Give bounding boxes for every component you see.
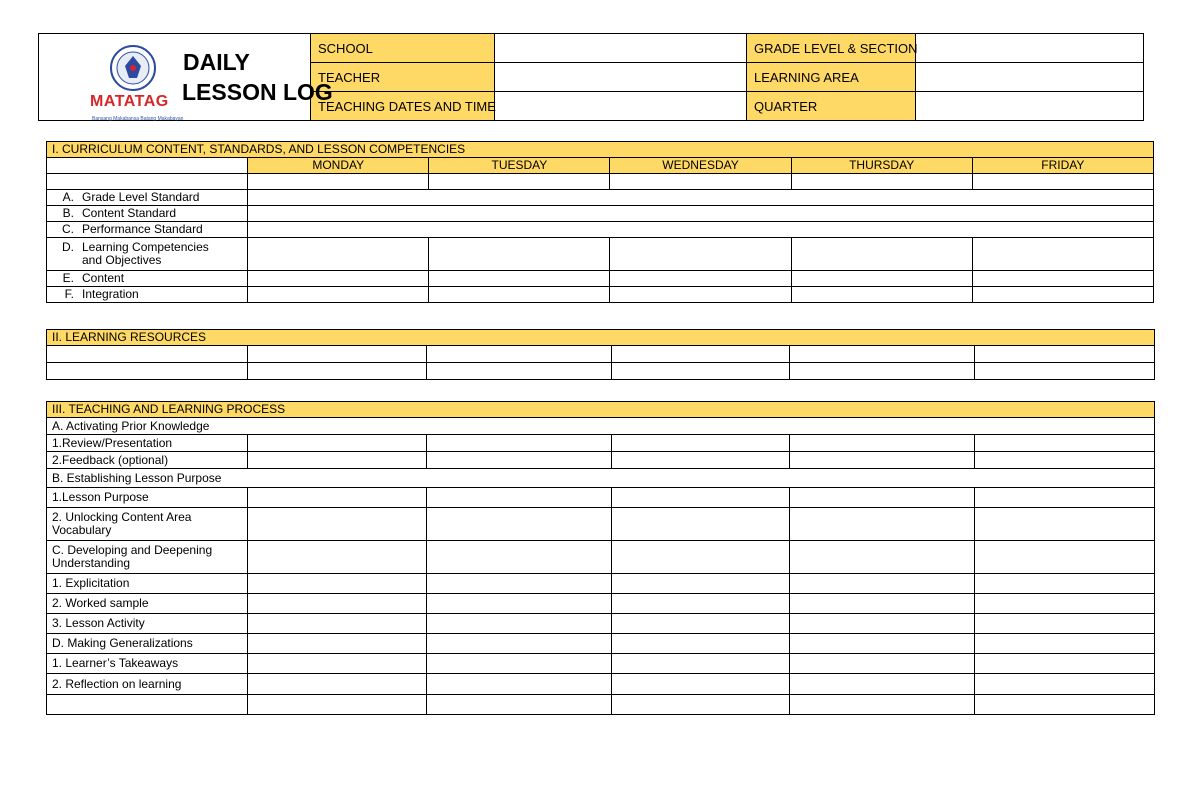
cell[interactable] — [427, 634, 612, 654]
cell[interactable] — [248, 488, 427, 508]
cell[interactable] — [612, 346, 790, 363]
cell[interactable] — [429, 287, 610, 303]
cell[interactable] — [427, 574, 612, 594]
cell[interactable] — [972, 174, 1153, 190]
cell[interactable] — [612, 614, 790, 634]
cell[interactable] — [612, 594, 790, 614]
row-letter: B. — [62, 206, 74, 220]
day-friday: FRIDAY — [972, 158, 1153, 174]
cell[interactable] — [790, 508, 975, 541]
cell[interactable] — [612, 488, 790, 508]
cell[interactable] — [791, 238, 972, 271]
cell[interactable] — [248, 435, 427, 452]
row-making-generalizations: D. Making Generalizations — [47, 634, 248, 654]
grade-level-section-label: GRADE LEVEL & SECTION — [747, 34, 916, 63]
cell[interactable] — [975, 594, 1155, 614]
cell[interactable] — [790, 574, 975, 594]
cell[interactable] — [975, 634, 1155, 654]
row-learners-takeaways: 1. Learner’s Takeaways — [47, 654, 248, 674]
cell[interactable] — [790, 674, 975, 695]
row-reflection: 2. Reflection on learning — [47, 674, 248, 695]
cell[interactable] — [427, 452, 612, 469]
row-feedback: 2.Feedback (optional) — [47, 452, 248, 469]
cell[interactable] — [790, 488, 975, 508]
day-tuesday: TUESDAY — [429, 158, 610, 174]
cell[interactable] — [975, 674, 1155, 695]
cell[interactable] — [790, 346, 975, 363]
cell[interactable] — [790, 363, 975, 380]
cell[interactable] — [610, 174, 791, 190]
row-review-presentation: 1.Review/Presentation — [47, 435, 248, 452]
cell[interactable] — [612, 695, 790, 715]
matatag-tagline: Bansang Makabansa Batang Makabayan — [92, 116, 184, 122]
cell[interactable] — [248, 508, 427, 541]
cell[interactable] — [427, 363, 612, 380]
row-letter: C. — [62, 222, 74, 236]
row-content — [47, 271, 248, 287]
cell[interactable] — [427, 695, 612, 715]
row-grade-level-standard — [47, 190, 248, 206]
day-wednesday: WEDNESDAY — [610, 158, 791, 174]
cell[interactable] — [47, 363, 248, 380]
school-field[interactable] — [495, 34, 747, 63]
logo-cell — [39, 34, 333, 122]
cell[interactable] — [612, 574, 790, 594]
cell[interactable] — [248, 654, 427, 674]
row-worked-sample: 2. Worked sample — [47, 594, 248, 614]
cell[interactable] — [790, 594, 975, 614]
cell[interactable] — [248, 452, 427, 469]
row-establishing-lesson-purpose: B. Establishing Lesson Purpose — [47, 469, 1155, 488]
cell[interactable] — [429, 271, 610, 287]
cell[interactable] — [248, 238, 429, 271]
deped-seal-icon — [109, 44, 157, 92]
cell[interactable] — [790, 541, 975, 574]
cell[interactable] — [612, 634, 790, 654]
cell[interactable] — [790, 452, 975, 469]
learning-area-field[interactable] — [916, 63, 1144, 92]
row-label: Content Standard — [82, 206, 177, 220]
cell[interactable] — [612, 541, 790, 574]
cell[interactable] — [427, 435, 612, 452]
cell[interactable] — [47, 346, 248, 363]
curriculum-table — [46, 141, 1154, 303]
cell[interactable] — [975, 452, 1155, 469]
cell[interactable] — [790, 614, 975, 634]
matatag-logo: MATATAG — [90, 93, 169, 110]
blank-cell — [47, 174, 248, 190]
cell[interactable] — [612, 363, 790, 380]
cell[interactable] — [975, 508, 1155, 541]
cell[interactable] — [610, 238, 791, 271]
section-2-title: II. LEARNING RESOURCES — [47, 330, 1155, 346]
day-header-blank — [47, 158, 248, 174]
row-content-standard — [47, 206, 248, 222]
quarter-field[interactable] — [916, 92, 1144, 121]
cell[interactable] — [248, 634, 427, 654]
cell[interactable] — [248, 271, 429, 287]
cell[interactable] — [791, 271, 972, 287]
cell[interactable] — [427, 594, 612, 614]
cell[interactable] — [610, 271, 791, 287]
cell[interactable] — [790, 695, 975, 715]
quarter-label: QUARTER — [747, 92, 916, 121]
teacher-field[interactable] — [495, 63, 747, 92]
learning-area-label: LEARNING AREA — [747, 63, 916, 92]
row-label: Learning Competencies — [82, 240, 209, 254]
section-1-title: I. CURRICULUM CONTENT, STANDARDS, AND LESSON COMPETENCIES — [47, 142, 1154, 158]
cell[interactable] — [975, 488, 1155, 508]
section-3-title: III. TEACHING AND LEARNING PROCESS — [47, 402, 1155, 418]
cell[interactable] — [248, 363, 427, 380]
row-integration — [47, 287, 248, 303]
cell[interactable] — [790, 654, 975, 674]
grade-level-section-field[interactable] — [916, 34, 1144, 63]
cell[interactable] — [248, 287, 429, 303]
cell[interactable] — [429, 238, 610, 271]
row-performance-standard — [47, 222, 248, 238]
cell[interactable] — [427, 488, 612, 508]
cell[interactable] — [612, 654, 790, 674]
cell[interactable] — [248, 541, 427, 574]
row-developing-understanding: C. Developing and Deepening Understanding — [47, 541, 248, 574]
row-letter: F. — [64, 287, 74, 301]
cell[interactable] — [248, 346, 427, 363]
cell[interactable] — [790, 435, 975, 452]
cell[interactable] — [47, 695, 248, 715]
cell[interactable] — [610, 287, 791, 303]
content-standard-field[interactable] — [248, 206, 1154, 222]
header-table — [38, 33, 1144, 121]
cell[interactable] — [612, 435, 790, 452]
teaching-dates-label: TEACHING DATES AND TIME — [311, 92, 495, 121]
day-monday: MONDAY — [248, 158, 429, 174]
cell[interactable] — [427, 614, 612, 634]
teacher-label: TEACHER — [311, 63, 495, 92]
learning-resources-table — [46, 329, 1155, 380]
cell[interactable] — [612, 452, 790, 469]
row-label: Grade Level Standard — [82, 190, 200, 204]
cell[interactable] — [427, 674, 612, 695]
cell[interactable] — [248, 574, 427, 594]
day-thursday: THURSDAY — [791, 158, 972, 174]
cell[interactable] — [975, 541, 1155, 574]
cell[interactable] — [975, 435, 1155, 452]
cell[interactable] — [972, 287, 1153, 303]
row-activating-prior-knowledge: A. Activating Prior Knowledge — [47, 418, 1155, 435]
cell[interactable] — [612, 674, 790, 695]
row-explicitation: 1. Explicitation — [47, 574, 248, 594]
teaching-dates-field[interactable] — [495, 92, 747, 121]
row-label: Performance Standard — [82, 222, 203, 236]
row-learning-competencies — [47, 238, 248, 271]
row-letter: A. — [62, 190, 74, 204]
cell[interactable] — [427, 346, 612, 363]
cell[interactable] — [429, 174, 610, 190]
row-letter: D. — [62, 240, 74, 254]
cell[interactable] — [972, 238, 1153, 271]
row-unlocking-vocabulary: 2. Unlocking Content Area Vocabulary — [47, 508, 248, 541]
row-lesson-purpose: 1.Lesson Purpose — [47, 488, 248, 508]
row-label: Content — [82, 271, 125, 285]
cell[interactable] — [975, 614, 1155, 634]
cell[interactable] — [975, 574, 1155, 594]
cell[interactable] — [248, 674, 427, 695]
row-letter: E. — [62, 271, 74, 285]
grade-level-standard-field[interactable] — [248, 190, 1154, 206]
cell[interactable] — [248, 174, 429, 190]
row-lesson-activity: 3. Lesson Activity — [47, 614, 248, 634]
title-daily: DAILY — [183, 49, 250, 75]
row-label-line2: and Objectives — [82, 253, 162, 267]
cell[interactable] — [427, 541, 612, 574]
teaching-process-table — [46, 401, 1155, 715]
cell[interactable] — [612, 508, 790, 541]
cell[interactable] — [790, 634, 975, 654]
cell[interactable] — [427, 654, 612, 674]
performance-standard-field[interactable] — [248, 222, 1154, 238]
cell[interactable] — [975, 363, 1155, 380]
cell[interactable] — [248, 594, 427, 614]
cell[interactable] — [975, 654, 1155, 674]
cell[interactable] — [248, 614, 427, 634]
cell[interactable] — [791, 174, 972, 190]
cell[interactable] — [972, 271, 1153, 287]
cell[interactable] — [248, 695, 427, 715]
cell[interactable] — [975, 346, 1155, 363]
title-lesson-log: LESSON LOG — [182, 79, 333, 105]
cell[interactable] — [427, 508, 612, 541]
cell[interactable] — [791, 287, 972, 303]
row-label: Integration — [82, 287, 139, 301]
school-label: SCHOOL — [311, 34, 495, 63]
cell[interactable] — [975, 695, 1155, 715]
